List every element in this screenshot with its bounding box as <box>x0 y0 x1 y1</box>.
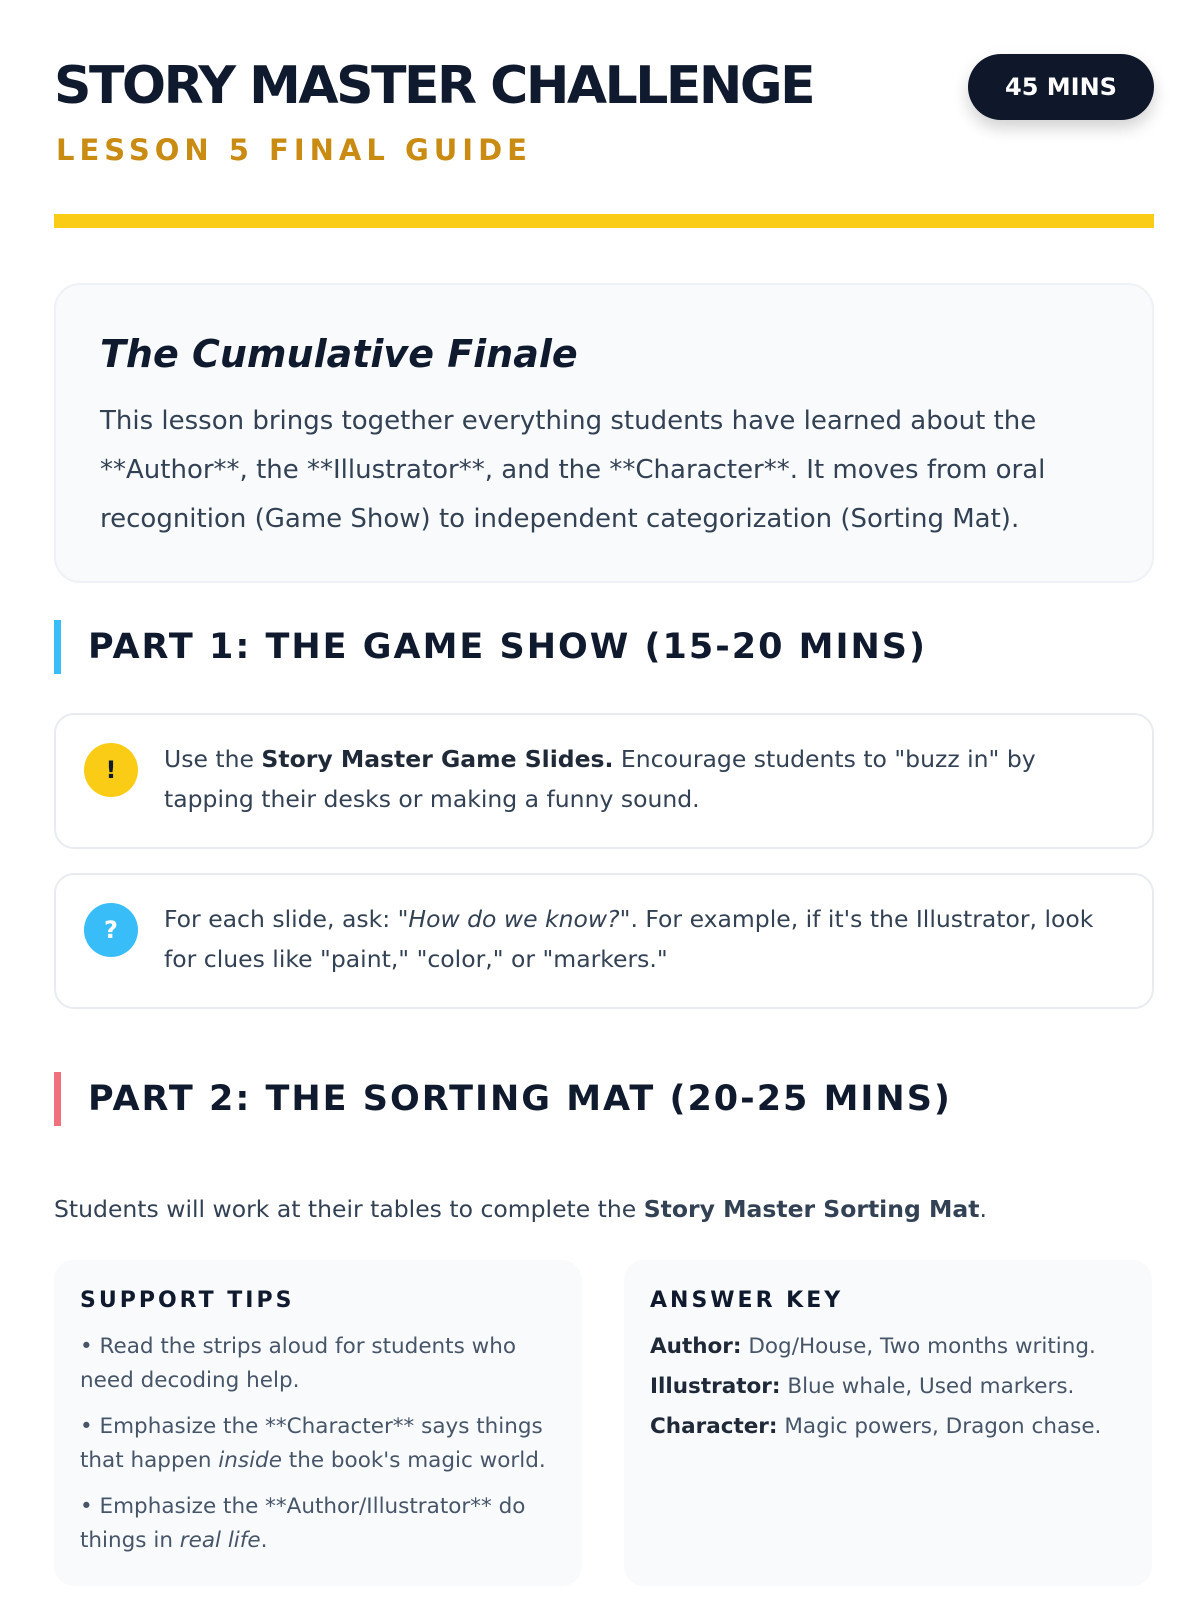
answer-value: Blue whale, Used markers. <box>780 1374 1075 1399</box>
lead-text-part: Students will work at their tables to complete the <box>54 1195 644 1223</box>
tip-text-part: . For example, if it's the Illustrator, look for clues like "paint," "color," or "markers." <box>164 905 1094 973</box>
exclamation-icon: ! <box>84 743 138 797</box>
answer-label: Character: <box>650 1414 778 1439</box>
answer-key-title: ANSWER KEY <box>650 1288 844 1313</box>
answer-label: Illustrator: <box>650 1374 781 1399</box>
tip-text-part: For each slide, ask: <box>164 905 398 933</box>
lead-text-part: . <box>979 1195 987 1223</box>
intro-card <box>54 283 1154 583</box>
part2-heading: PART 2: THE SORTING MAT (20-25 MINS) <box>54 1072 952 1126</box>
page-title: STORY MASTER CHALLENGE <box>54 56 814 116</box>
intro-title: The Cumulative Finale <box>100 332 578 376</box>
question-icon: ? <box>84 903 138 957</box>
tip-text-bold: Story Master Game Slides. <box>261 745 614 773</box>
tip-text-part: Use the <box>164 745 262 773</box>
list-item: • Read the strips aloud for students who need decoding help. <box>80 1334 517 1393</box>
tip-card-game-slides <box>54 713 1154 849</box>
list-item-part: the book's magic world. <box>281 1448 546 1473</box>
list-item-part: • Emphasize the **Author/Illustrator** do things in <box>80 1494 526 1553</box>
list-item-italic: real life <box>179 1528 261 1553</box>
support-tips-panel <box>54 1260 582 1586</box>
page-header <box>54 54 1154 174</box>
answer-row-illustrator <box>650 1370 1120 1404</box>
intro-text: This lesson brings together everything students have learned about the **Author**, the **Illustrator**, and the **Character**. It moves from oral recognition (Game Show) to independent categorization (Sorting Mat). <box>100 406 1046 534</box>
header-divider <box>54 214 1154 228</box>
page-subtitle: LESSON 5 FINAL GUIDE <box>56 133 532 167</box>
answer-value: Magic powers, Dragon chase. <box>777 1414 1102 1439</box>
list-item-part: • Emphasize the **Character** says things that happen <box>80 1414 543 1473</box>
duration-badge: 45 MINS <box>968 54 1154 120</box>
tip-text-italic: "How do we know?" <box>397 905 631 933</box>
answer-key-panel <box>624 1260 1152 1586</box>
support-tips-list <box>80 1330 550 1570</box>
part2-lead <box>54 1192 1154 1226</box>
list-item-italic: inside <box>218 1448 282 1473</box>
lead-text-bold: Story Master Sorting Mat <box>643 1195 980 1223</box>
answer-row-author <box>650 1330 1120 1364</box>
answer-value: Dog/House, Two months writing. <box>741 1334 1096 1359</box>
part1-heading: PART 1: THE GAME SHOW (15-20 MINS) <box>54 620 927 674</box>
list-item <box>80 1490 550 1558</box>
list-item-part: . <box>260 1528 268 1553</box>
tip-text-how-do-we-know <box>164 899 1124 979</box>
answer-row-character <box>650 1410 1120 1444</box>
tip-card-how-do-we-know <box>54 873 1154 1009</box>
tip-text-part: Encourage students to "buzz in" by tapping their desks or making a funny sound. <box>164 745 1036 813</box>
answer-key-list <box>650 1330 1120 1450</box>
support-tips-title: SUPPORT TIPS <box>80 1288 295 1313</box>
tip-text-game-slides <box>164 739 1124 819</box>
answer-label: Author: <box>650 1334 742 1359</box>
list-item <box>80 1410 550 1478</box>
